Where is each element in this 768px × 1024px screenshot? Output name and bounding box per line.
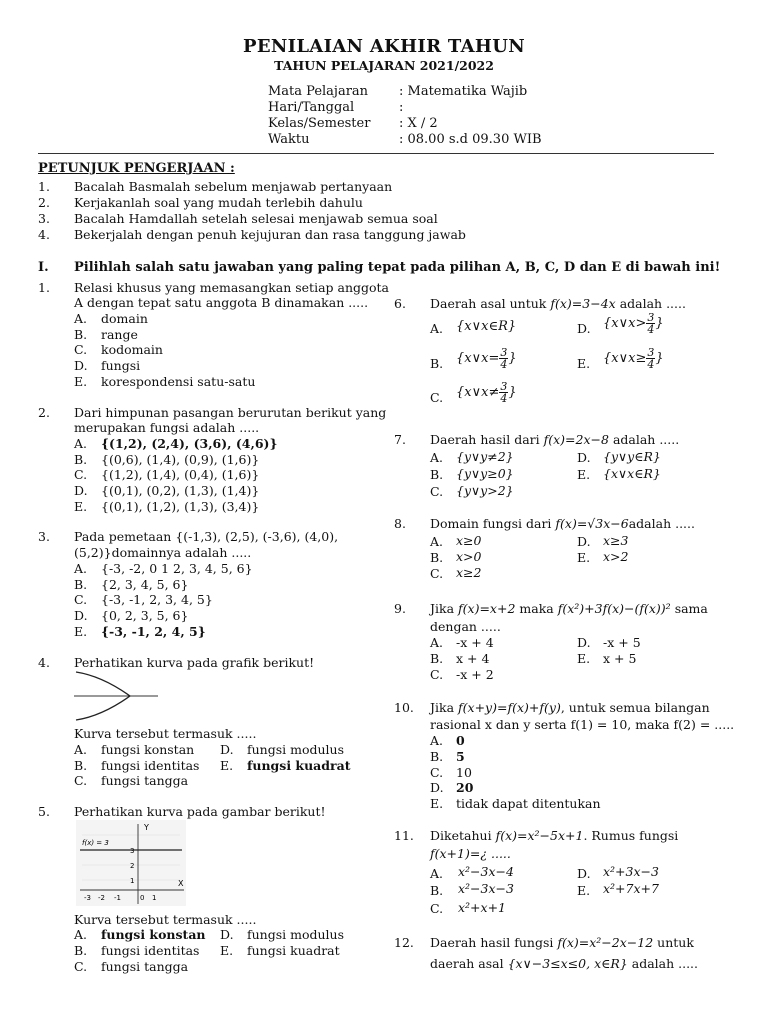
option-text: 20 — [456, 780, 474, 795]
option-letter: C. — [74, 467, 88, 482]
question-number: 7. — [394, 432, 406, 447]
question-text: f(x+1)=¿ ..... — [430, 846, 511, 861]
function-expression: f(x)=√3x−6 — [555, 516, 629, 531]
option-text: {-3, -1, 2, 4, 5} — [101, 624, 206, 639]
question-suffix: , untuk semua bilangan — [560, 700, 710, 715]
fraction-denominator: 4 — [647, 358, 655, 371]
option-letter: A. — [430, 450, 444, 465]
option-letter: D. — [577, 534, 591, 549]
option-text: x²+x+1 — [458, 900, 507, 915]
function-expression: f(x)=3−4x — [550, 296, 616, 311]
instruction-number: 1. — [38, 179, 50, 194]
option-letter: B. — [74, 577, 88, 592]
x-tick-label: -3 — [84, 894, 91, 902]
option-letter: C. — [430, 566, 444, 581]
question-number: 5. — [38, 804, 50, 819]
option-letter: A. — [430, 733, 444, 748]
y-axis-label: Y — [144, 823, 149, 832]
option-text: {y∨y∈R} — [603, 449, 661, 464]
function-expression: f(x+y)=f(x)+f(y) — [458, 700, 561, 715]
question-suffix: untuk — [657, 935, 694, 950]
question-text — [430, 956, 698, 971]
option-text: {(0,1), (0,2), (1,3), (1,4)} — [101, 483, 260, 498]
option-text: fungsi tangga — [101, 959, 189, 974]
option-letter: C. — [430, 390, 444, 405]
set-close: } — [655, 316, 664, 331]
section-number: I. — [38, 260, 49, 275]
option-letter: D. — [220, 927, 234, 942]
function-label: f(x) = 3 — [82, 839, 109, 847]
option-letter: C. — [74, 773, 88, 788]
question-suffix: adalah ..... — [631, 956, 698, 971]
function-expression: f(x²)+3f(x)−(f(x))² — [557, 601, 671, 616]
y-tick-label: 2 — [130, 862, 135, 870]
option-letter: E. — [74, 374, 88, 389]
question-text — [430, 700, 710, 715]
option-text: {(1,2), (2,4), (3,6), (4,6)} — [101, 436, 278, 451]
function-expression: f(x)=2x−8 — [543, 432, 609, 447]
option-letter: D. — [220, 742, 234, 757]
instruction-text: Bacalah Basmalah sebelum menjawab pertanyaan — [74, 179, 393, 194]
meta-value-subject: : Matematika Wajib — [399, 84, 528, 99]
option-letter: A. — [74, 927, 88, 942]
option-text: tidak dapat ditentukan — [456, 796, 601, 811]
option-letter: B. — [430, 550, 444, 565]
question-prefix: daerah asal — [430, 956, 504, 971]
instruction-item — [38, 179, 392, 194]
option-letter: C. — [430, 765, 444, 780]
option-text: fungsi identitas — [101, 758, 200, 773]
option-text: fungsi kuadrat — [247, 943, 340, 958]
option-text: fungsi konstan — [101, 742, 195, 757]
option-text: -x + 2 — [456, 667, 494, 682]
option-text: {y∨y≠2} — [456, 449, 514, 464]
y-tick-label: 1 — [130, 877, 135, 885]
question-number: 10. — [394, 700, 414, 715]
option-letter: E. — [577, 651, 591, 666]
set-prefix: {x∨x≥ — [603, 351, 647, 366]
domain-set: {x∨−3≤x≤0, x∈R} — [507, 956, 628, 971]
option-text: 10 — [456, 765, 472, 780]
question-text: Kurva tersebut termasuk ..... — [74, 726, 257, 741]
question-prefix: Jika — [430, 601, 455, 616]
option-letter: E. — [220, 943, 234, 958]
set-prefix: {x∨x≠ — [456, 385, 500, 400]
option-text: x>0 — [456, 549, 482, 564]
option-text: fungsi modulus — [247, 927, 345, 942]
fraction — [499, 347, 508, 370]
option-letter: E. — [577, 356, 591, 371]
x-tick-label: 1 — [152, 894, 157, 902]
option-letter: C. — [74, 592, 88, 607]
x-axis-label: X — [178, 879, 184, 888]
instruction-number: 4. — [38, 227, 50, 242]
option-letter: B. — [430, 883, 444, 898]
fraction-numerator: 3 — [647, 311, 655, 324]
option-text: -x + 4 — [456, 635, 494, 650]
meta-label-time: Waktu — [268, 132, 310, 147]
option-letter: A. — [74, 742, 88, 757]
question-text — [430, 828, 678, 843]
option-letter: E. — [577, 550, 591, 565]
fraction — [499, 381, 508, 404]
meta-label-class: Kelas/Semester — [268, 116, 371, 131]
option-letter: D. — [74, 483, 88, 498]
parabola-graph — [72, 668, 162, 724]
option-letter: A. — [430, 534, 444, 549]
option-text — [603, 347, 664, 370]
option-text — [456, 347, 517, 370]
option-text: 0 — [456, 733, 465, 748]
question-text: dengan ..... — [430, 619, 501, 634]
option-letter: D. — [577, 450, 591, 465]
x-tick-label: -2 — [98, 894, 105, 902]
option-letter: B. — [74, 943, 88, 958]
fraction-numerator: 3 — [500, 380, 508, 393]
option-letter: E. — [74, 624, 88, 639]
question-text: merupakan fungsi adalah ..... — [74, 420, 260, 435]
option-text: fungsi konstan — [101, 927, 206, 942]
question-text: Perhatikan kurva pada gambar berikut! — [74, 804, 326, 819]
question-text: Relasi khusus yang memasangkan setiap anggota — [74, 280, 390, 295]
question-text — [430, 601, 708, 616]
option-text: {0, 2, 3, 5, 6} — [101, 608, 189, 623]
option-text: x≥0 — [456, 533, 482, 548]
option-letter: A. — [430, 866, 444, 881]
option-letter: B. — [74, 452, 88, 467]
option-text: {-3, -1, 2, 3, 4, 5} — [101, 592, 213, 607]
option-letter: D. — [74, 608, 88, 623]
instruction-number: 2. — [38, 195, 50, 210]
question-text: A dengan tepat satu anggota B dinamakan ..... — [74, 295, 369, 310]
question-number: 6. — [394, 296, 406, 311]
question-number: 1. — [38, 280, 50, 295]
fraction-numerator: 3 — [647, 346, 655, 359]
option-text: 5 — [456, 749, 465, 764]
question-text — [430, 296, 686, 311]
option-text: x²−3x−3 — [458, 881, 514, 896]
fraction-numerator: 3 — [500, 346, 508, 359]
question-text: rasional x dan y serta f(1) = 10, maka f(2) = ..... — [430, 717, 735, 732]
option-letter: B. — [430, 356, 444, 371]
instruction-number: 3. — [38, 211, 50, 226]
instructions-heading: PETUNJUK PENGERJAAN : — [38, 161, 235, 176]
option-text: {(0,1), (1,2), (1,3), (3,4)} — [101, 499, 260, 514]
question-text: Kurva tersebut termasuk ..... — [74, 912, 257, 927]
option-text: x>2 — [603, 549, 629, 564]
question-suffix: adalah ..... — [619, 296, 686, 311]
meta-value-date: : — [399, 100, 404, 115]
fraction-denominator: 4 — [500, 392, 508, 405]
question-prefix: Daerah hasil fungsi — [430, 935, 554, 950]
option-letter: E. — [220, 758, 234, 773]
instruction-text: Kerjakanlah soal yang mudah terlebih dahulu — [74, 195, 363, 210]
option-text: x≥2 — [456, 565, 482, 580]
function-expression: f(x)=x+2 — [458, 601, 516, 616]
question-suffix: adalah ..... — [628, 516, 695, 531]
question-text: Pada pemetaan {(-1,3), (2,5), (-3,6), (4,0), — [74, 529, 339, 544]
option-letter: B. — [430, 651, 444, 666]
option-text: x²−3x−4 — [458, 864, 514, 879]
option-text — [456, 381, 517, 404]
question-prefix: Daerah asal untuk — [430, 296, 547, 311]
option-text: x + 5 — [603, 651, 637, 666]
question-number: 9. — [394, 601, 406, 616]
option-text: fungsi kuadrat — [247, 758, 351, 773]
question-number: 3. — [38, 529, 50, 544]
option-text: fungsi — [101, 358, 141, 373]
option-letter: C. — [430, 484, 444, 499]
option-text: {2, 3, 4, 5, 6} — [101, 577, 189, 592]
option-text: korespondensi satu-satu — [101, 374, 256, 389]
option-text: {(1,2), (1,4), (0,4), (1,6)} — [101, 467, 260, 482]
question-text: Dari himpunan pasangan berurutan berikut yang — [74, 405, 387, 420]
option-letter: C. — [74, 959, 88, 974]
question-number: 4. — [38, 655, 50, 670]
x-tick-label: -1 — [114, 894, 121, 902]
question-prefix: Domain fungsi dari — [430, 516, 552, 531]
option-text: x + 4 — [456, 651, 490, 666]
option-text: {x∨x∈R} — [603, 466, 661, 481]
question-number: 11. — [394, 828, 414, 843]
option-text: x²+3x−3 — [603, 864, 659, 879]
question-prefix: Diketahui — [430, 828, 492, 843]
set-close: } — [655, 351, 664, 366]
option-letter: D. — [430, 780, 444, 795]
option-letter: D. — [577, 635, 591, 650]
y-tick-label: 3 — [130, 847, 135, 855]
meta-value-class: : X / 2 — [399, 116, 438, 131]
question-text: Perhatikan kurva pada grafik berikut! — [74, 655, 315, 670]
option-letter: A. — [74, 561, 88, 576]
fraction-denominator: 4 — [647, 323, 655, 336]
option-text: -x + 5 — [603, 635, 641, 650]
option-letter: E. — [74, 499, 88, 514]
option-letter: D. — [74, 358, 88, 373]
option-text: x≥3 — [603, 533, 629, 548]
instruction-text: Bekerjalah dengan penuh kejujuran dan rasa tanggung jawab — [74, 227, 466, 242]
fraction-denominator: 4 — [500, 358, 508, 371]
question-suffix: sama — [674, 601, 708, 616]
option-letter: A. — [430, 635, 444, 650]
question-suffix: . Rumus fungsi — [583, 828, 679, 843]
option-letter: E. — [577, 883, 591, 898]
option-text: kodomain — [101, 342, 163, 357]
option-text: {-3, -2, 0 1 2, 3, 4, 5, 6} — [101, 561, 253, 576]
option-text: fungsi modulus — [247, 742, 345, 757]
meta-label-subject: Mata Pelajaran — [268, 84, 369, 99]
option-text: x²+7x+7 — [603, 881, 659, 896]
question-suffix: adalah ..... — [612, 432, 680, 447]
option-letter: A. — [74, 311, 88, 326]
option-letter: D. — [577, 866, 591, 881]
option-text: range — [101, 327, 138, 342]
option-text: {y∨y>2} — [456, 483, 514, 498]
question-mid: maka — [519, 601, 554, 616]
option-letter: B. — [430, 467, 444, 482]
function-expression: f(x)=x²−5x+1 — [495, 828, 584, 843]
instruction-item — [38, 195, 363, 210]
x-tick-label: 0 — [140, 894, 145, 902]
option-text: fungsi tangga — [101, 773, 189, 788]
meta-label-date: Hari/Tanggal — [268, 100, 355, 115]
question-number: 12. — [394, 935, 414, 950]
question-number: 2. — [38, 405, 50, 420]
question-text — [430, 935, 694, 950]
option-text: {x∨x∈R} — [456, 319, 517, 334]
option-letter: E. — [430, 796, 444, 811]
option-text — [603, 312, 664, 335]
option-text: {(0,6), (1,4), (0,9), (1,6)} — [101, 452, 260, 467]
header-divider — [38, 153, 714, 154]
option-text: domain — [101, 311, 148, 326]
constant-function-graph — [76, 820, 186, 906]
option-letter: B. — [74, 327, 88, 342]
option-text: fungsi identitas — [101, 943, 200, 958]
section-instruction: Pilihlah salah satu jawaban yang paling tepat pada pilihan A, B, C, D dan E di bawah ini! — [74, 260, 721, 275]
option-letter: D. — [577, 321, 591, 336]
question-text: (5,2)}domainnya adalah ..... — [74, 545, 252, 560]
set-close: } — [508, 351, 517, 366]
instruction-item — [38, 211, 438, 226]
question-number: 8. — [394, 516, 406, 531]
option-letter: E. — [577, 467, 591, 482]
option-letter: B. — [430, 749, 444, 764]
option-letter: A. — [74, 436, 88, 451]
page-title: PENILAIAN AKHIR TAHUN — [243, 36, 525, 57]
meta-value-time: : 08.00 s.d 09.30 WIB — [399, 132, 542, 147]
option-text: {y∨y≥0} — [456, 466, 514, 481]
option-letter: C. — [430, 901, 444, 916]
option-letter: A. — [430, 321, 444, 336]
function-expression: f(x)=x²−2x−12 — [557, 935, 654, 950]
set-prefix: {x∨x> — [603, 316, 647, 331]
question-prefix: Daerah hasil dari — [430, 432, 540, 447]
question-prefix: Jika — [430, 700, 455, 715]
instruction-item — [38, 227, 466, 242]
option-letter: C. — [74, 342, 88, 357]
fraction — [646, 347, 655, 370]
set-prefix: {x∨x= — [456, 351, 500, 366]
instruction-text: Bacalah Hamdallah setelah selesai menjawab semua soal — [74, 211, 438, 226]
set-close: } — [508, 385, 517, 400]
question-text — [430, 432, 679, 447]
page-subtitle: TAHUN PELAJARAN 2021/2022 — [274, 58, 494, 73]
fraction — [646, 312, 655, 335]
option-letter: C. — [430, 667, 444, 682]
option-letter: B. — [74, 758, 88, 773]
question-text — [430, 516, 695, 531]
